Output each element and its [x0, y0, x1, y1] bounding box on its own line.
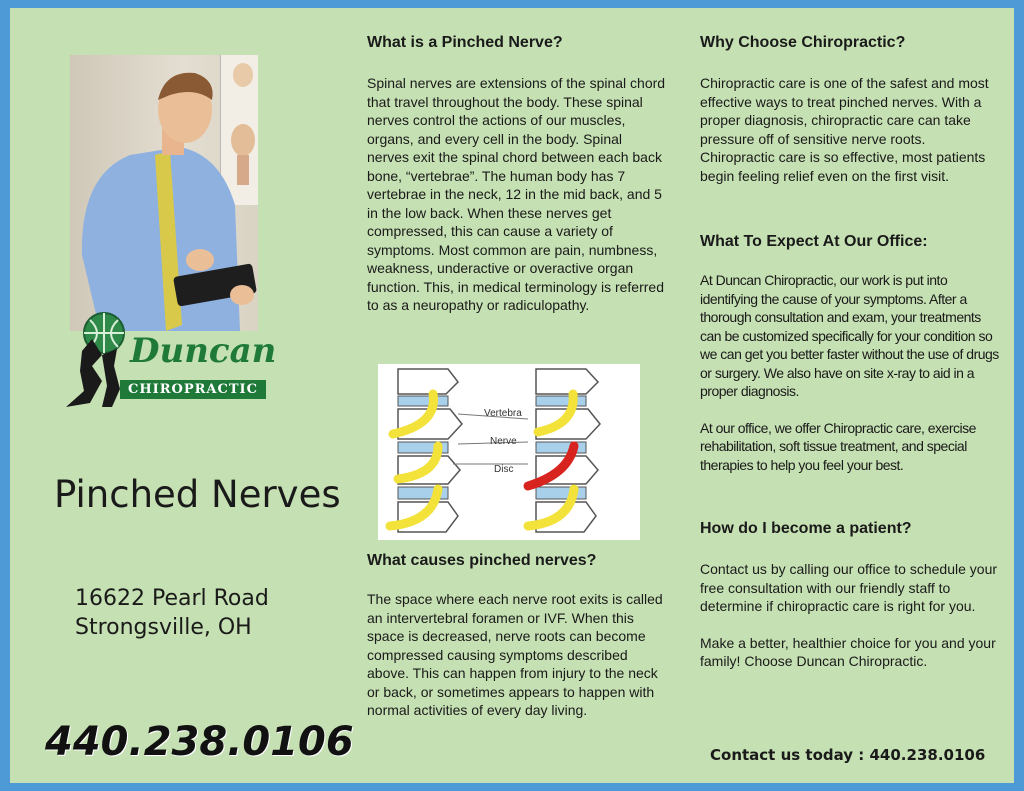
logo-name: Duncan — [130, 331, 277, 371]
section-body-1: Contact us by calling our office to schedule your free consultation with our friendly staff to determine if chiropractic care is right for you. — [700, 561, 998, 614]
section-heading: What To Expect At Our Office: — [700, 233, 928, 250]
section-body: The space where each nerve root exits is called an intervertebral foramen or IVF. When this space is decreased, nerve roots can become compressed causing symptoms described above. This can happen from injury to the neck or back, or sometimes appears to happen with normal activities of every day living. — [367, 591, 663, 718]
section-become-patient — [700, 520, 1000, 671]
section-heading: How do I become a patient? — [700, 520, 912, 537]
doctor-figure — [70, 55, 258, 331]
section-what-is-pinched-nerve — [367, 34, 667, 315]
contact-today: Contact us today : 440.238.0106 — [710, 746, 986, 764]
logo-tagline: CHIROPRACTIC — [120, 380, 266, 399]
section-what-causes — [367, 552, 667, 720]
label-nerve: Nerve — [490, 436, 517, 447]
section-body: Spinal nerves are extensions of the spinal chord that travel throughout the body. These spinal nerves control the actions of our muscles, organs, and every cell in the body. Spinal nerves exit the spinal chord between each back bone, “vertebrae”. The human body has 7 vertebrae in the neck, 12 in the mid back, and 5 in the low back. When these nerves get compressed, this can cause a variety of symptoms. Most common are pain, numbness, weakness, underactive or overactive organ function. This, in medical terminology is referred to as a neuropathy or radiculopathy. — [367, 75, 666, 313]
section-body: Chiropractic care is one of the safest and most effective ways to treat pinched nerves. With a proper diagnosis, chiropractic care can take pressure off of sensitive nerve roots. Chiropractic care is so effective, most patients begin feeling relief even on the first visit. — [700, 75, 989, 184]
brochure-title: Pinched Nerves — [54, 473, 341, 516]
brochure-page — [10, 8, 1014, 783]
section-body-1: At Duncan Chiropractic, our work is put into identifying the cause of your symptoms. After a thorough consultation and exam, your treatments can be customized specifically for your condition so we can get you better faster without the use of drugs or surgery. We also have on site x-ray to aid in a proper diagnosis. — [700, 272, 999, 399]
section-heading: What causes pinched nerves? — [367, 552, 597, 569]
section-heading: What is a Pinched Nerve? — [367, 34, 563, 51]
address-line-1: 16622 Pearl Road — [75, 586, 269, 611]
label-disc: Disc — [494, 464, 514, 475]
spine-diagram — [378, 364, 640, 540]
section-body-2: At our office, we offer Chiropractic care, exercise rehabilitation, soft tissue treatment, and special therapies to help you feel your best. — [700, 419, 976, 473]
address-line-2: Strongsville, OH — [75, 615, 252, 640]
doctor-photo — [70, 55, 258, 331]
section-what-to-expect — [700, 233, 1000, 474]
label-vertebra: Vertebra — [484, 408, 522, 419]
section-why-chiropractic — [700, 34, 1000, 185]
section-body-2: Make a better, healthier choice for you and your family! Choose Duncan Chiropractic. — [700, 634, 996, 669]
spine-diagram-art — [378, 364, 640, 540]
office-address — [75, 584, 269, 642]
section-heading: Why Choose Chiropractic? — [700, 34, 906, 51]
phone-number: 440.238.0106 — [45, 719, 354, 765]
duncan-logo — [62, 311, 277, 421]
